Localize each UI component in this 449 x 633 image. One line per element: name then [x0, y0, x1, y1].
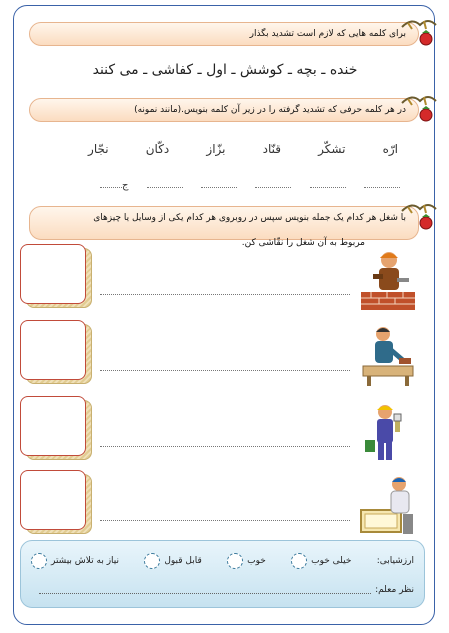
answer-blank[interactable] [310, 178, 346, 188]
example-word: تشکّر [318, 142, 346, 156]
answer-blank[interactable] [364, 178, 400, 188]
sentence-line[interactable] [100, 446, 350, 447]
option-acceptable[interactable]: قابل قبول [144, 553, 201, 569]
drawing-frame[interactable] [20, 244, 94, 310]
teacher-comment-label: نظر معلم: [375, 585, 414, 595]
job-row-painter [20, 396, 425, 466]
option-circle[interactable] [31, 553, 47, 569]
drawing-frame[interactable] [20, 470, 94, 536]
sentence-line[interactable] [100, 294, 350, 295]
example-answers [100, 178, 400, 191]
sentence-line[interactable] [100, 370, 350, 371]
example-word: قنّاد [262, 142, 281, 156]
assessment-row [31, 553, 414, 569]
instruction-3-text: با شغل هر کدام یک جمله بنویس سپس در روبروی هر کدام یکی از وسایل یا چیزهای [93, 213, 406, 223]
ornament-icon [398, 199, 438, 233]
instruction-2-text: در هر کلمه حرفی که تشدید گرفته را در زیر آن کلمه بنویس.(مانند نمونه) [134, 105, 406, 115]
example-words [88, 142, 398, 156]
option-very-good[interactable]: خیلی خوب [291, 553, 351, 569]
option-good[interactable]: خوب [227, 553, 266, 569]
job-row-bricklayer [20, 244, 425, 314]
example-word: نجّار [88, 142, 109, 156]
painter-icon [359, 400, 417, 464]
words-line: خنده ـ بچه ـ کوشش ـ اول ـ کفاشی ـ می کنند [92, 62, 358, 78]
instruction-1-text: برای کلمه هایی که لازم است تشدید بگذار [249, 29, 406, 39]
example-answer: ج [100, 178, 128, 191]
option-needs-effort[interactable]: نیاز به تلاش بیشتر [31, 553, 119, 569]
answer-blank[interactable] [201, 178, 237, 188]
drawing-frame[interactable] [20, 396, 94, 462]
glazier-icon [359, 474, 417, 538]
job-row-glazier [20, 470, 425, 540]
assessment-label: ارزشیابی: [376, 556, 414, 566]
option-circle[interactable] [291, 553, 307, 569]
drawing-frame[interactable] [20, 320, 94, 386]
instruction-bar-2 [29, 98, 419, 122]
example-word: ارّه [382, 142, 398, 156]
instruction-bar-1 [29, 22, 419, 46]
carpenter-icon [359, 324, 417, 388]
example-word: دکّان [145, 142, 170, 156]
ornament-icon [398, 91, 438, 125]
teacher-comment-row [39, 585, 414, 595]
answer-blank[interactable] [147, 178, 183, 188]
job-row-carpenter [20, 320, 425, 390]
answer-blank[interactable] [255, 178, 291, 188]
bricklayer-icon [359, 248, 417, 312]
instruction-3-tail: مربوط به آن شغل را نقّاشی کن. [241, 238, 365, 248]
sentence-line[interactable] [100, 520, 350, 521]
option-circle[interactable] [227, 553, 243, 569]
option-circle[interactable] [144, 553, 160, 569]
example-word: بزّاز [206, 142, 226, 156]
teacher-comment-line[interactable] [39, 586, 371, 594]
assessment-box [20, 540, 425, 608]
ornament-icon [398, 15, 438, 49]
instruction-bar-3 [29, 206, 419, 240]
